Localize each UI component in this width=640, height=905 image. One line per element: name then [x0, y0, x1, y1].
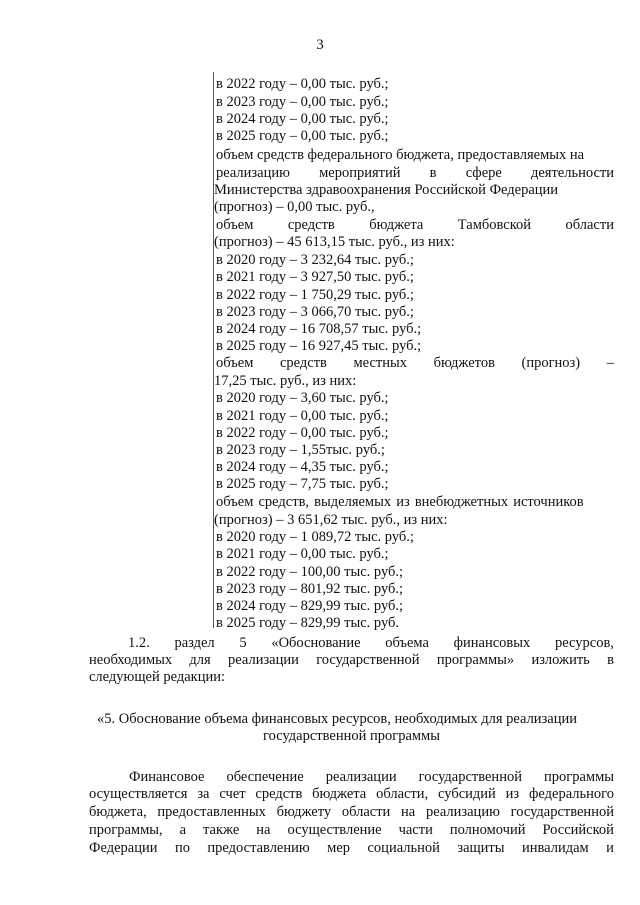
word: за: [197, 786, 210, 802]
word: мер: [327, 840, 351, 856]
list-item: в 2023 году – 0,00 тыс. руб.;: [216, 94, 389, 110]
word: программы: [544, 769, 614, 785]
word: части: [398, 822, 433, 838]
word: на: [401, 804, 416, 820]
list-item: в 2020 году – 1 089,72 тыс. руб.;: [216, 529, 414, 545]
word: обеспечение: [226, 769, 304, 785]
word: бюджетов: [433, 355, 495, 371]
word: государственной: [418, 769, 522, 785]
page-number: 3: [316, 37, 324, 53]
word: реализацию: [425, 804, 500, 820]
word: из: [505, 786, 520, 802]
section-heading-line-1: «5. Обоснование объема финансовых ресурсов, необходимых для реализации: [97, 711, 578, 727]
list-item: в 2023 году – 801,92 тыс. руб.;: [216, 581, 404, 597]
regional-line-2: (прогноз) – 45 613,15 тыс. руб., из них:: [214, 234, 455, 250]
word: счет: [219, 786, 246, 802]
regional-line-1: [216, 217, 614, 234]
word: объем: [216, 355, 254, 371]
federal-line-2: [216, 165, 614, 182]
word: средств: [255, 786, 303, 802]
word: реализации: [325, 769, 397, 785]
word: «Обоснование: [271, 635, 361, 651]
word: местных: [353, 355, 407, 371]
body-line-5: [89, 840, 614, 857]
federal-line-1: объем средств федерального бюджета, предоставляемых на: [216, 147, 585, 163]
word: предоставленных: [157, 804, 266, 820]
word: изложить: [531, 652, 590, 668]
list-item: в 2022 году – 0,00 тыс. руб.;: [216, 425, 389, 441]
body-line-2: [89, 786, 614, 803]
list-item: в 2021 году – 0,00 тыс. руб.;: [216, 546, 389, 562]
word: в: [429, 165, 437, 181]
word: государственной: [316, 652, 420, 668]
item12-line-1: [128, 635, 614, 652]
word: бюджета,: [89, 804, 147, 820]
word: а: [179, 822, 187, 838]
list-item: в 2022 году – 100,00 тыс. руб.;: [216, 564, 404, 580]
word: финансовых: [453, 635, 531, 651]
word: программы,: [89, 822, 163, 838]
body-line-3: [89, 804, 614, 821]
list-item: в 2020 году – 3,60 тыс. руб.;: [216, 390, 389, 406]
word: бюджета: [312, 786, 367, 802]
list-item: в 2021 году – 3 927,50 тыс. руб.;: [216, 269, 414, 285]
word: области: [341, 804, 391, 820]
word: на: [256, 822, 271, 838]
federal-line-4: (прогноз) – 0,00 тыс. руб.,: [214, 199, 375, 215]
list-item: в 2024 году – 16 708,57 тыс. руб.;: [216, 321, 422, 337]
word: 1.2.: [128, 635, 150, 651]
word: социальной: [367, 840, 440, 856]
list-item: в 2023 году – 3 066,70 тыс. руб.;: [216, 304, 414, 320]
word: (прогноз): [521, 355, 581, 371]
word: Финансовое: [129, 769, 205, 785]
list-item: в 2022 году – 0,00 тыс. руб.;: [216, 76, 389, 92]
word: в: [607, 652, 614, 668]
margin-bracket-line: [213, 72, 214, 628]
word: полномочий: [449, 822, 526, 838]
item12-line-3: следующей редакции:: [89, 669, 226, 685]
federal-line-3: Министерства здравоохранения Российской Федерации: [214, 182, 559, 198]
word: защиты: [457, 840, 505, 856]
word: –: [606, 355, 614, 371]
word: объем: [216, 217, 254, 233]
list-item: в 2023 году – 1,55тыс. руб.;: [216, 442, 385, 458]
word: области: [565, 217, 614, 233]
word: необходимых: [89, 652, 173, 668]
body-line-4: [89, 822, 614, 839]
word: и: [606, 840, 614, 856]
section-heading-line-2: государственной программы: [263, 728, 440, 744]
word: по: [174, 840, 190, 856]
word: ресурсов,: [554, 635, 614, 651]
word: программы»: [436, 652, 515, 668]
local-line-2: 17,25 тыс. руб., из них:: [214, 373, 357, 389]
word: средств: [279, 355, 327, 371]
word: деятельности: [530, 165, 614, 181]
word: государственной: [510, 804, 614, 820]
word: реализации: [228, 652, 299, 668]
word: мероприятий: [319, 165, 401, 181]
word: Федерации: [89, 840, 158, 856]
word: реализацию: [216, 165, 290, 181]
list-item: в 2025 году – 829,99 тыс. руб.: [216, 615, 400, 631]
word: Тамбовской: [457, 217, 532, 233]
extrabudget-line-2: (прогноз) – 3 651,62 тыс. руб., из них:: [214, 512, 448, 528]
word: средств: [287, 217, 335, 233]
local-line-1: [216, 355, 614, 372]
word: 5: [239, 635, 247, 651]
word: также: [203, 822, 240, 838]
word: федерального: [529, 786, 614, 802]
extrabudget-line-1: объем средств, выделяемых из внебюджетных источников: [216, 494, 584, 510]
list-item: в 2025 году – 7,75 тыс. руб.;: [216, 476, 389, 492]
word: инвалидам: [521, 840, 589, 856]
word: осуществляется: [89, 786, 188, 802]
word: раздел: [174, 635, 215, 651]
list-item: в 2024 году – 829,99 тыс. руб.;: [216, 598, 404, 614]
word: Российской: [542, 822, 614, 838]
word: субсидий: [438, 786, 496, 802]
word: предоставлению: [207, 840, 310, 856]
list-item: в 2021 году – 0,00 тыс. руб.;: [216, 408, 389, 424]
word: области,: [376, 786, 429, 802]
word: бюджета: [369, 217, 424, 233]
list-item: в 2025 году – 16 927,45 тыс. руб.;: [216, 338, 422, 354]
list-item: в 2020 году – 3 232,64 тыс. руб.;: [216, 252, 414, 268]
word: бюджету: [276, 804, 332, 820]
body-line-1: [129, 769, 614, 786]
list-item: в 2024 году – 0,00 тыс. руб.;: [216, 111, 389, 127]
item12-line-2: [89, 652, 614, 669]
word: сфере: [465, 165, 502, 181]
word: для: [189, 652, 211, 668]
list-item: в 2022 году – 1 750,29 тыс. руб.;: [216, 287, 414, 303]
word: объема: [385, 635, 429, 651]
list-item: в 2025 году – 0,00 тыс. руб.;: [216, 128, 389, 144]
word: осуществление: [287, 822, 382, 838]
list-item: в 2024 году – 4,35 тыс. руб.;: [216, 459, 389, 475]
